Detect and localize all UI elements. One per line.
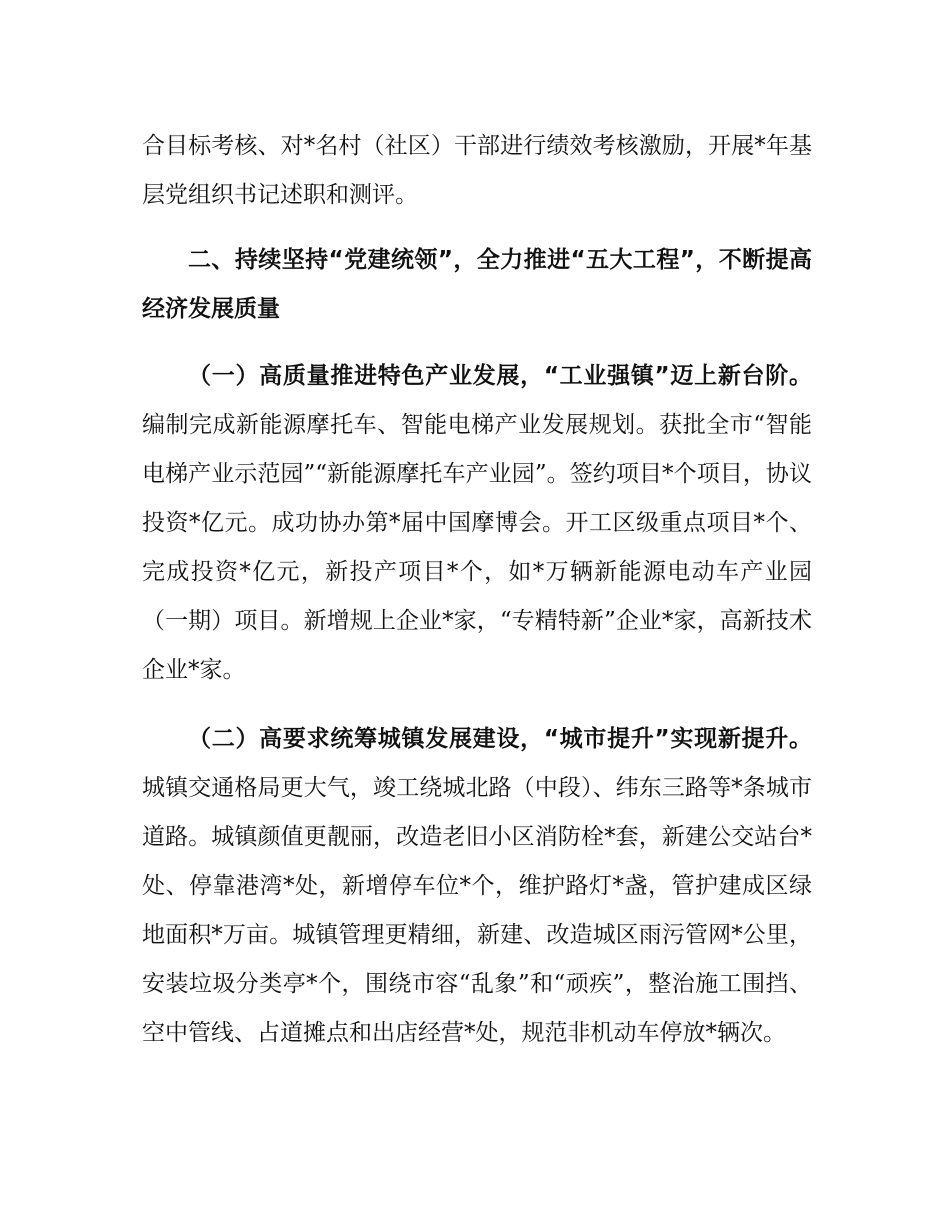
subsection-paragraph-2	[142, 715, 812, 1058]
subsection-1-body: 编制完成新能源摩托车、智能电梯产业发展规划。获批全市“智能电梯产业示范园”“新能源摩托车产业园”。签约项目*个项目，协议投资*亿元。成功协办第*届中国摩博会。开工区级重点项目*个、完成投资*亿元，新投产项目*个，如*万辆新能源电动车产业园（一期）项目。新增规上企业*家，“专精特新”企业*家，高新技术企业*家。	[142, 412, 812, 683]
subsection-1-lead: （一）高质量推进特色产业发展，“工业强镇”迈上新台阶。	[188, 363, 812, 389]
paragraph-continuation: 合目标考核、对*名村（社区）干部进行绩效考核激励，开展*年基层党组织书记述职和测评。	[142, 133, 812, 208]
section-heading: 二、持续坚持“党建统领”，全力推进“五大工程”，不断提高经济发展质量	[142, 247, 812, 322]
subsection-2-body: 城镇交通格局更大气，竣工绕城北路（中段）、纬东三路等*条城市道路。城镇颜值更靓丽，改造老旧小区消防栓*套，新建公交站台*处、停靠港湾*处，新增停车位*个，维护路灯*盏，管护建成区绿地面积*万亩。城镇管理更精细，新建、改造城区雨污管网*公里，安装垃圾分类亭*个，围绕市容“乱象”和“顽疾”，整治施工围挡、空中管线、占道摊点和出店经营*处，规范非机动车停放*辆次。	[142, 775, 812, 1046]
subsection-2-lead: （二）高要求统筹城镇发展建设，“城市提升”实现新提升。	[188, 726, 812, 752]
subsection-paragraph-1	[142, 352, 812, 695]
